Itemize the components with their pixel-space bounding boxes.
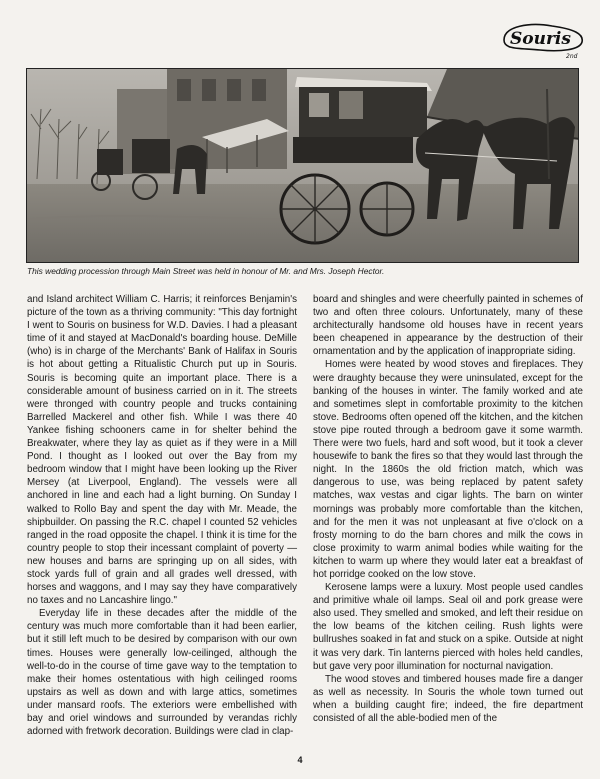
paragraph: and Island architect William C. Harris; it reinforces Benjamin's picture of the town as a thriving community: "This day fortnight I went to Souris on business for W.D. Davies. I had a pleasant time of it and stayed at MacDonald's boarding house. DeMille (who) is in charge of the Merchants' Bank of Halifax in Souris is hot about getting a Ritualistic Church put up in Souris. Souris is becoming quite an important place. There is a considerable amount of business carried on in it. The streets were thronged with country people and trucks containing Barrelled Mackerel and other fish. While I was there 40 Yankee fishing schooners came in for shelter behind the Breakwater, where they lay as quiet as if they were in a Mill Pond. I thought as I looked out over the Bay from my bedroom window that I might have been looking up the River Mersey (at Liverpool, England). The vessels were all anchored in line and each had a light burning. On Sunday I walked to Rollo Bay and spent the day with Mr. Meade, the shipbuilder. On passing the R.C. chapel I counted 52 vehicles ranged in the road opposite the chapel. I think it is time for the country people to stop their incessant complaint of poverty — new houses and barns are springing up on all sides, with stock yards full of grain and all grades well dressed, with horses and waggons, and I may say they have comparatively no taxes and no Lancashire lingo." bbox=[27, 294, 297, 607]
paragraph: board and shingles and were cheerfully painted in schemes of two and often three colours. Unfortunately, many of these architecturally handsome old houses have in recent years been cheapened in appearance by the destruction of their ornamentation and by the application of inappropriate siding. bbox=[313, 294, 583, 358]
photo-caption: This wedding procession through Main Street was held in honour of Mr. and Mrs. Joseph Hector. bbox=[27, 266, 385, 276]
wedding-procession-photo bbox=[26, 68, 579, 263]
photo-illustration bbox=[27, 69, 579, 263]
souris-logo-mark bbox=[500, 18, 588, 62]
paragraph: Homes were heated by wood stoves and fireplaces. They were draughty because they were uninsulated, except for the banking of the houses in winter. The family worked and ate and sometimes slept in comfortable proximity to the kitchen stove. Bedrooms often opened off the kitchen, and the kitchen stove pipe routed through a bedroom gave it some warmth. There were two fuels, hard and soft wood, but it took a clever housewife to bank the fires so that they would last through the night. In the 1860s the old friction match, which was dangerous to use, was being replaced by patent safety matches, wax vestas and cigar lights. The barn on winter mornings was probably more comfortable than the kitchen, and for the men it was not unpleasant at five o'clock on a frosty morning to do the barn chores and milk the cows in close proximity to warm animal bodies while waiting for the kitchen to warm up where they would later eat a breakfast of hot porridge cooked on the low stove. bbox=[313, 359, 583, 580]
paragraph: Kerosene lamps were a luxury. Most people used candles and primitive whale oil lamps. Seal oil and pork grease were also used. They smelled and smoked, and left their residue on the low beams of the kitchen ceiling. Rush lights were bullrushes soaked in fat and stuck on a spike. Outside at night it was very dark. Tin lanterns pierced with holes held candles, but gave very poor illumination for nocturnal navigation. bbox=[313, 582, 583, 672]
text-column-left bbox=[27, 293, 297, 738]
text-column-right bbox=[313, 293, 583, 725]
logo-text: Souris bbox=[510, 29, 571, 49]
page-number: 4 bbox=[297, 755, 303, 765]
souris-logo bbox=[500, 18, 588, 62]
paragraph: The wood stoves and timbered houses made fire a danger as well as necessity. In Souris the whole town turned out when a building caught fire; indeed, the fire department consisted of all the able-bodied men of the bbox=[313, 673, 583, 724]
logo-tagline: 2nd bbox=[566, 53, 578, 60]
paragraph: Everyday life in these decades after the middle of the century was much more comfortable than it had been earlier, but it still left much to be desired by comparison with our own times. Houses were generally low-ceilinged, although the well-to-do in the course of time gave way to the temptation to make their homes ostentatious with high ceilinged rooms upstairs as well as down and with large attics, sometimes under mansard roofs. The exteriors were embellished with bay and oriel windows and surrounded by verandas richly adorned with fretwork decoration. Buildings were clad in clap- bbox=[27, 608, 297, 738]
